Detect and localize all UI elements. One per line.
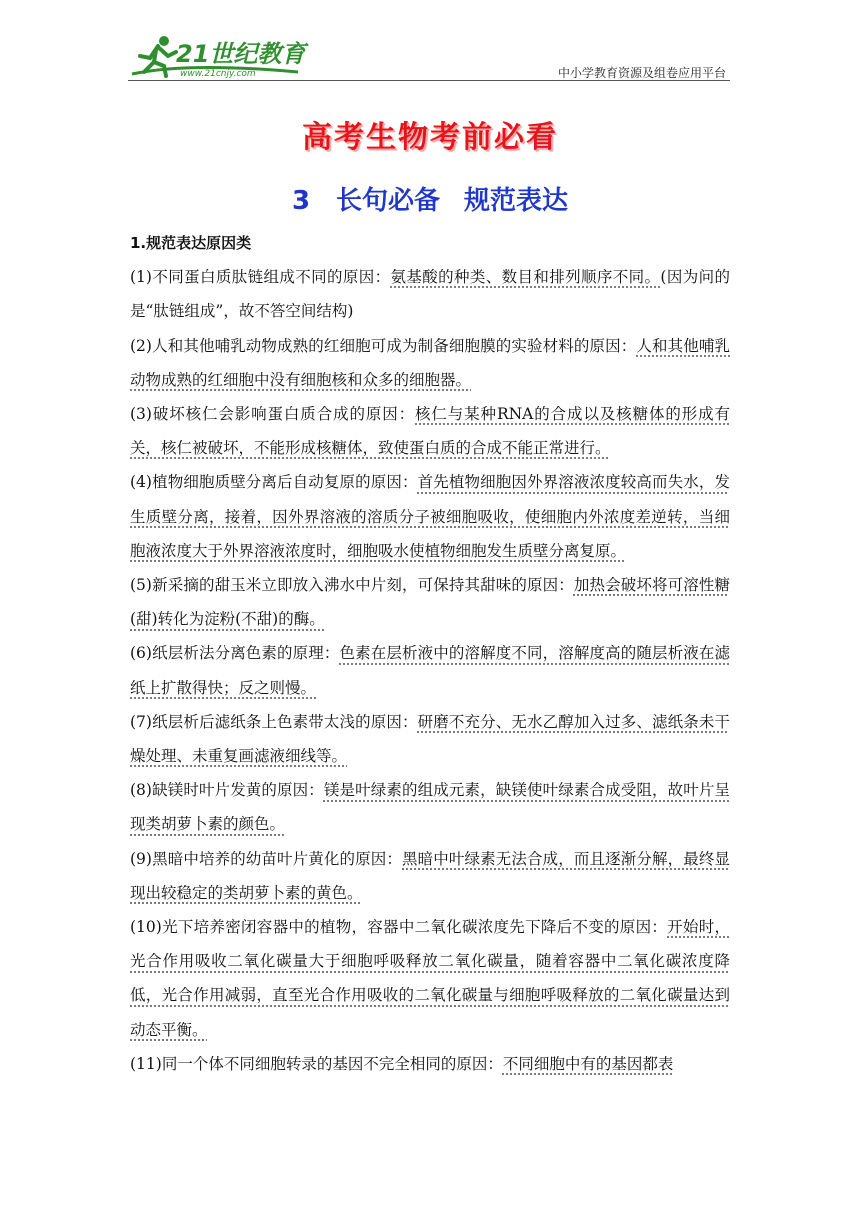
item-question: (10)光下培养密闭容器中的植物，容器中二氧化碳浓度先下降后不变的原因： xyxy=(130,918,668,937)
item-answer: 研磨不充分、无水乙醇加入过多、滤纸条未干燥处理、未重复画滤液细线等。 xyxy=(130,712,730,766)
list-item xyxy=(130,568,730,636)
logo-url: www.21cnjy.com xyxy=(180,69,256,79)
item-note: (因为问的是“肽链组成”，故不答空间结构) xyxy=(130,268,730,321)
item-answer: 人和其他哺乳动物成熟的红细胞中没有细胞核和众多的细胞器。 xyxy=(130,336,730,389)
list-item xyxy=(130,842,730,910)
logo-text: 21世纪教育 xyxy=(176,40,306,68)
brand-logo[interactable] xyxy=(128,32,328,82)
section-heading-part1: 长句必备 xyxy=(336,186,441,216)
list-item xyxy=(130,636,730,704)
item-answer: 氨基酸的种类、数目和排列顺序不同。 xyxy=(390,268,661,287)
item-question: (9)黑暗中培养的幼苗叶片黄化的原因： xyxy=(130,849,403,868)
item-answer: 核仁与某种RNA的合成以及核糖体的形成有关，核仁被破坏，不能形成核糖体，致使蛋白质的合成不能正常进行。 xyxy=(130,405,730,458)
platform-name: 中小学教育资源及组卷应用平台 xyxy=(557,66,726,80)
item-answer: 色素在层析液中的溶解度不同，溶解度高的随层析液在滤纸上扩散得快；反之则慢。 xyxy=(130,644,730,697)
item-question: (2)人和其他哺乳动物成熟的红细胞可成为制备细胞膜的实验材料的原因： xyxy=(130,336,637,355)
list-item xyxy=(130,397,730,465)
list-item xyxy=(130,465,730,568)
page-title: 高考生物考前必看 xyxy=(302,120,558,155)
item-answer: 不同细胞中有的基因都表 xyxy=(502,1054,674,1073)
section-heading xyxy=(0,180,860,217)
list-item xyxy=(130,1047,730,1081)
item-question: (6)纸层析法分离色素的原理： xyxy=(130,644,340,663)
list-item xyxy=(130,910,730,1047)
running-man-icon xyxy=(128,32,328,82)
item-list xyxy=(130,260,730,1081)
list-item xyxy=(130,329,730,397)
item-question: (7)纸层析后滤纸条上色素带太浅的原因： xyxy=(130,712,418,731)
section-heading-part2: 规范表达 xyxy=(464,186,569,216)
list-item xyxy=(130,773,730,841)
page-header xyxy=(128,32,730,84)
item-answer: 加热会破坏将可溶性糖(甜)转化为淀粉(不甜)的酶。 xyxy=(130,576,730,629)
section-number: 3 xyxy=(291,186,311,216)
item-question: (3)破坏核仁会影响蛋白质合成的原因： xyxy=(130,405,416,424)
header-divider xyxy=(128,80,730,81)
item-question: (5)新采摘的甜玉米立即放入沸水中片刻，可保持其甜味的原因： xyxy=(130,576,574,595)
item-answer: 开始时，光合作用吸收二氧化碳量大于细胞呼吸释放二氧化碳量，随着容器中二氧化碳浓度降低，光合作用减弱，直至光合作用吸收的二氧化碳量与细胞呼吸释放的二氧化碳量达到动态平衡。 xyxy=(130,918,730,1039)
document-body xyxy=(130,226,730,1081)
subsection-title: 1.规范表达原因类 xyxy=(130,234,252,252)
item-answer: 镁是叶绿素的组成元素，缺镁使叶绿素合成受阻，故叶片呈现类胡萝卜素的颜色。 xyxy=(130,781,730,834)
list-item xyxy=(130,260,730,328)
list-item xyxy=(130,705,730,773)
item-answer: 黑暗中叶绿素无法合成，而且逐渐分解，最终显现出较稳定的类胡萝卜素的黄色。 xyxy=(130,849,730,902)
item-answer: 首先植物细胞因外界溶液浓度较高而失水，发生质壁分离，接着，因外界溶液的溶质分子被细胞吸收，使细胞内外浓度差逆转，当细胞液浓度大于外界溶液浓度时，细胞吸水使植物细胞发生质壁分离复原。 xyxy=(130,473,730,560)
item-question: (1)不同蛋白质肽链组成不同的原因： xyxy=(130,268,391,287)
item-question: (8)缺镁时叶片发黄的原因： xyxy=(130,781,324,800)
item-question: (4)植物细胞质壁分离后自动复原的原因： xyxy=(130,473,418,492)
item-question: (11)同一个体不同细胞转录的基因不完全相同的原因： xyxy=(130,1054,503,1073)
